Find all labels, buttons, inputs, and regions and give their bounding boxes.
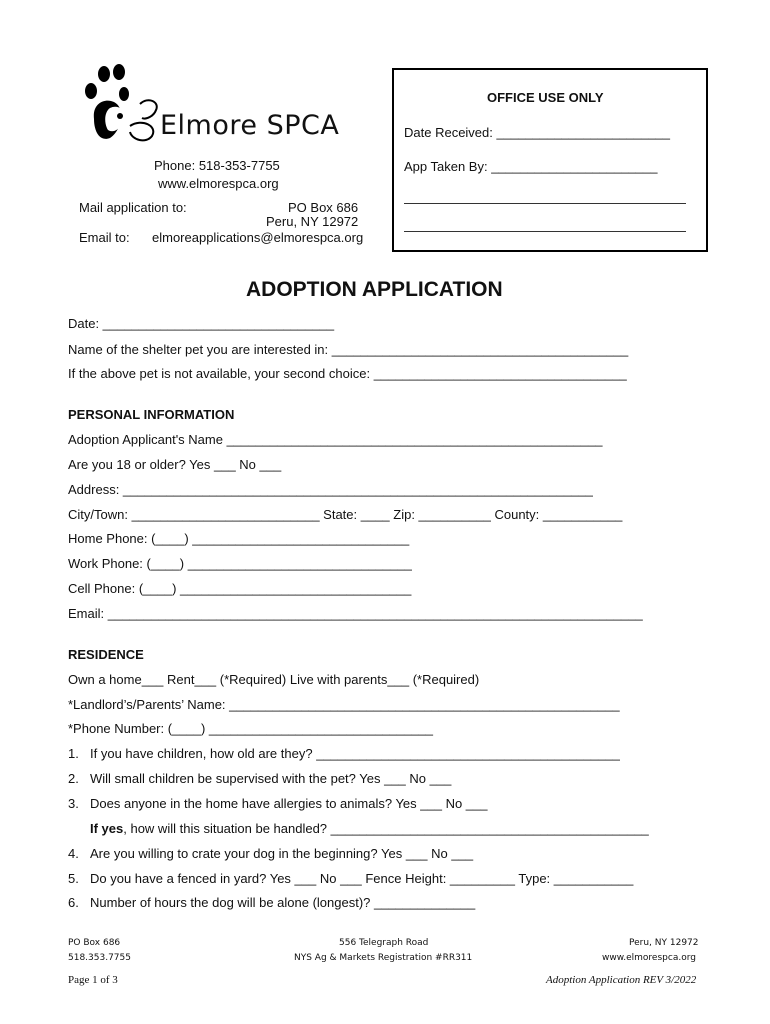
question-number: 5. [68, 871, 79, 886]
website-text: www.elmorespca.org [158, 176, 279, 191]
email-value: elmoreapplications@elmorespca.org [152, 230, 364, 245]
question-children-supervised: Will small children be supervised with the pet? Yes ___ No ___ [90, 771, 452, 786]
cell-phone-field: Cell Phone: (____) ________________________________ [68, 581, 412, 596]
footer-phone: 518.353.7755 [68, 953, 131, 963]
home-phone-field: Home Phone: (____) ______________________________ [68, 531, 410, 546]
page-title: ADOPTION APPLICATION [246, 278, 503, 301]
paw-logo-icon [82, 64, 162, 144]
footer-po-box: PO Box 686 [68, 938, 121, 948]
residence-heading: RESIDENCE [68, 647, 144, 662]
mail-label: Mail application to: [79, 200, 187, 215]
applicant-name-field: Adoption Applicant's Name ____________________________________________________ [68, 432, 603, 447]
revision-label: Adoption Application REV 3/2022 [546, 974, 697, 986]
app-taken-by-field: App Taken By: _______________________ [404, 159, 658, 174]
footer-website: www.elmorespca.org [602, 953, 696, 963]
footer-street: 556 Telegraph Road [339, 938, 429, 948]
second-choice-field: If the above pet is not available, your second choice: ___________________________________ [68, 366, 627, 381]
email-label: Email to: [79, 230, 130, 245]
footer-registration: NYS Ag & Markets Registration #RR311 [294, 953, 473, 963]
question-number: 6. [68, 895, 79, 910]
mail-address-line1: PO Box 686 [288, 200, 359, 215]
office-use-title: OFFICE USE ONLY [487, 90, 604, 105]
personal-info-heading: PERSONAL INFORMATION [68, 407, 235, 422]
logo-text: Elmore SPCA [160, 110, 340, 141]
question-number: 3. [68, 796, 79, 811]
question-allergies: Does anyone in the home have allergies to animals? Yes ___ No ___ [90, 796, 488, 811]
question-hours-alone: Number of hours the dog will be alone (longest)? ______________ [90, 895, 476, 910]
question-fenced-yard: Do you have a fenced in yard? Yes ___ No ___ Fence Height: _________ Type: ___________ [90, 871, 634, 886]
pet-name-field: Name of the shelter pet you are interested in: _________________________________________ [68, 342, 629, 357]
address-field: Address: _________________________________________________________________ [68, 482, 593, 497]
city-state-zip-field: City/Town: __________________________ State: ____ Zip: __________ County: ___________ [68, 507, 623, 522]
date-field: Date: ________________________________ [68, 316, 335, 331]
mail-address-line2: Peru, NY 12972 [266, 214, 359, 229]
office-blank-line [404, 231, 686, 232]
own-rent-field: Own a home___ Rent___ (*Required) Live with parents___ (*Required) [68, 672, 480, 687]
date-received-field: Date Received: ________________________ [404, 125, 671, 140]
question-number: 1. [68, 746, 79, 761]
office-use-box [392, 68, 708, 252]
if-yes-label: If yes [90, 821, 124, 836]
question-crate: Are you willing to crate your dog in the beginning? Yes ___ No ___ [90, 846, 474, 861]
allergies-handling-text: , how will this situation be handled? ____________________________________________ [123, 821, 649, 836]
question-number: 2. [68, 771, 79, 786]
page-number: Page 1 of 3 [68, 974, 118, 986]
question-number: 4. [68, 846, 79, 861]
landlord-phone-field: *Phone Number: (____) _______________________________ [68, 721, 434, 736]
phone-text: Phone: 518-353-7755 [154, 158, 280, 173]
landlord-name-field: *Landlord’s/Parents’ Name: ______________________________________________________ [68, 697, 620, 712]
age-field: Are you 18 or older? Yes ___ No ___ [68, 457, 282, 472]
footer-city: Peru, NY 12972 [629, 938, 699, 948]
question-allergies-handling [90, 821, 649, 836]
work-phone-field: Work Phone: (____) _______________________________ [68, 556, 412, 571]
office-blank-line [404, 203, 686, 204]
email-field: Email: __________________________________________________________________________ [68, 606, 643, 621]
question-children-ages: If you have children, how old are they? __________________________________________ [90, 746, 620, 761]
